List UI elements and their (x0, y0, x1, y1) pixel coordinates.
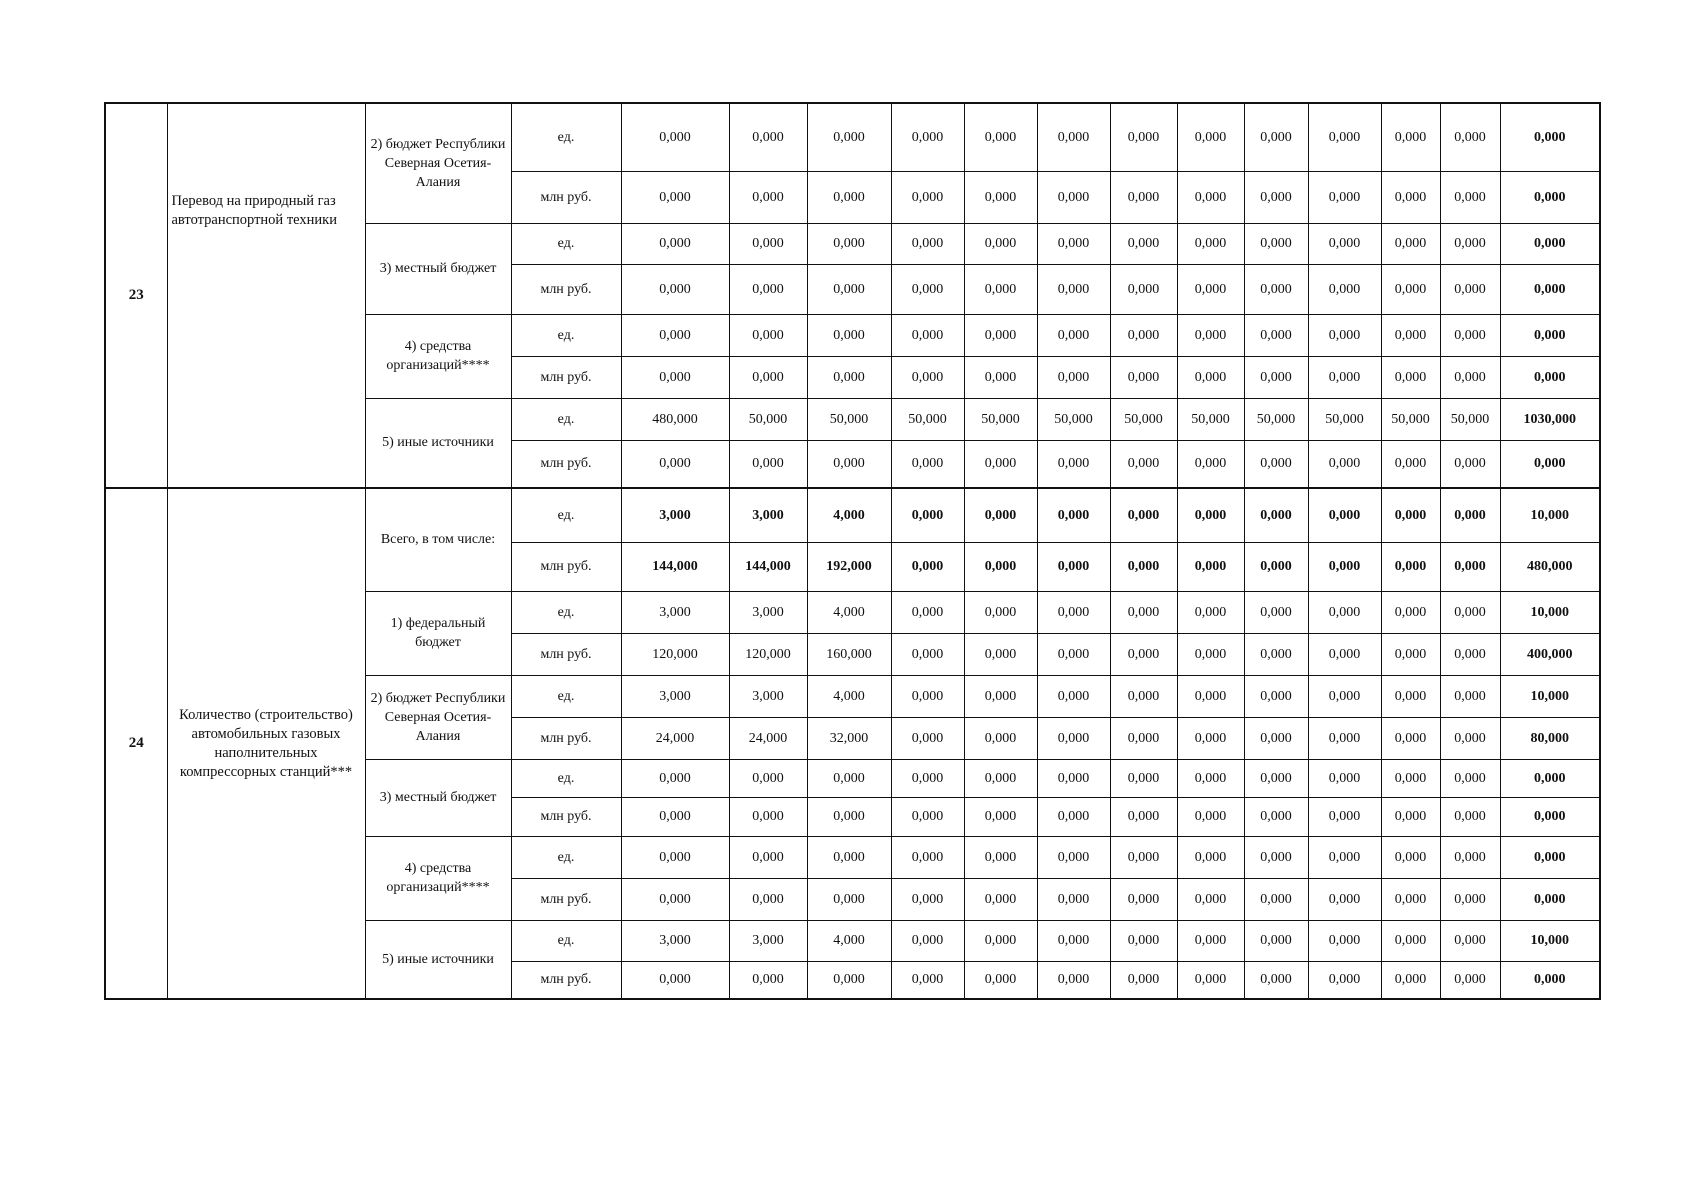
value-cell: 0,000 (1440, 759, 1500, 797)
value-cell: 0,000 (1308, 488, 1381, 542)
total-cell: 0,000 (1500, 264, 1600, 314)
value-cell: 0,000 (1110, 542, 1177, 591)
value-cell: 0,000 (1177, 920, 1244, 961)
value-cell: 0,000 (621, 103, 729, 171)
value-cell: 0,000 (1308, 675, 1381, 717)
value-cell: 0,000 (1308, 759, 1381, 797)
funding-source: 1) федеральный бюджет (365, 591, 511, 675)
value-cell: 0,000 (1308, 591, 1381, 633)
value-cell: 0,000 (891, 675, 964, 717)
value-cell: 0,000 (1037, 223, 1110, 264)
total-cell: 1030,000 (1500, 398, 1600, 440)
total-cell: 0,000 (1500, 961, 1600, 999)
value-cell: 0,000 (729, 961, 807, 999)
value-cell: 0,000 (621, 223, 729, 264)
value-cell: 4,000 (807, 675, 891, 717)
value-cell: 0,000 (1440, 314, 1500, 356)
value-cell: 24,000 (729, 717, 807, 759)
value-cell: 50,000 (1308, 398, 1381, 440)
funding-source: Всего, в том числе: (365, 488, 511, 591)
value-cell: 0,000 (891, 103, 964, 171)
value-cell: 0,000 (1308, 223, 1381, 264)
unit-cell: млн руб. (511, 797, 621, 836)
value-cell: 0,000 (1110, 675, 1177, 717)
total-cell: 0,000 (1500, 356, 1600, 398)
value-cell: 0,000 (1110, 440, 1177, 488)
total-cell: 0,000 (1500, 171, 1600, 223)
value-cell: 0,000 (1244, 836, 1308, 878)
value-cell: 0,000 (1308, 717, 1381, 759)
value-cell: 0,000 (1381, 836, 1440, 878)
value-cell: 3,000 (621, 675, 729, 717)
total-cell: 80,000 (1500, 717, 1600, 759)
value-cell: 0,000 (1440, 488, 1500, 542)
table-body (105, 103, 1600, 999)
value-cell: 0,000 (1308, 542, 1381, 591)
value-cell: 0,000 (891, 223, 964, 264)
value-cell: 0,000 (1381, 223, 1440, 264)
row-number: 23 (105, 103, 167, 488)
value-cell: 0,000 (891, 591, 964, 633)
value-cell: 144,000 (621, 542, 729, 591)
total-cell: 0,000 (1500, 223, 1600, 264)
value-cell: 3,000 (729, 920, 807, 961)
table-row (105, 103, 1600, 171)
unit-cell: ед. (511, 398, 621, 440)
value-cell: 3,000 (621, 591, 729, 633)
value-cell: 0,000 (1177, 675, 1244, 717)
value-cell: 0,000 (891, 878, 964, 920)
value-cell: 0,000 (891, 797, 964, 836)
value-cell: 0,000 (1110, 961, 1177, 999)
value-cell: 0,000 (1037, 633, 1110, 675)
value-cell: 0,000 (964, 961, 1037, 999)
unit-cell: ед. (511, 314, 621, 356)
value-cell: 0,000 (621, 171, 729, 223)
value-cell: 0,000 (891, 836, 964, 878)
value-cell: 0,000 (1110, 488, 1177, 542)
total-cell: 10,000 (1500, 591, 1600, 633)
value-cell: 0,000 (1381, 797, 1440, 836)
unit-cell: ед. (511, 836, 621, 878)
value-cell: 0,000 (1177, 171, 1244, 223)
value-cell: 0,000 (1381, 103, 1440, 171)
value-cell: 0,000 (1177, 717, 1244, 759)
value-cell: 0,000 (1177, 440, 1244, 488)
value-cell: 0,000 (1244, 759, 1308, 797)
value-cell: 0,000 (1440, 356, 1500, 398)
value-cell: 0,000 (621, 264, 729, 314)
unit-cell: ед. (511, 759, 621, 797)
unit-cell: млн руб. (511, 171, 621, 223)
value-cell: 0,000 (729, 314, 807, 356)
value-cell: 3,000 (729, 488, 807, 542)
value-cell: 0,000 (1037, 878, 1110, 920)
value-cell: 144,000 (729, 542, 807, 591)
value-cell: 0,000 (1177, 961, 1244, 999)
value-cell: 0,000 (807, 314, 891, 356)
value-cell: 0,000 (807, 264, 891, 314)
value-cell: 0,000 (1037, 797, 1110, 836)
value-cell: 0,000 (621, 314, 729, 356)
value-cell: 0,000 (1381, 264, 1440, 314)
value-cell: 0,000 (1110, 878, 1177, 920)
value-cell: 0,000 (1037, 675, 1110, 717)
value-cell: 0,000 (1110, 797, 1177, 836)
value-cell: 50,000 (1440, 398, 1500, 440)
value-cell: 0,000 (1177, 103, 1244, 171)
value-cell: 0,000 (891, 264, 964, 314)
value-cell: 0,000 (1440, 878, 1500, 920)
value-cell: 0,000 (621, 797, 729, 836)
value-cell: 0,000 (891, 314, 964, 356)
value-cell: 3,000 (621, 488, 729, 542)
value-cell: 0,000 (1244, 440, 1308, 488)
row-number: 24 (105, 488, 167, 999)
value-cell: 0,000 (1440, 717, 1500, 759)
value-cell: 0,000 (807, 797, 891, 836)
unit-cell: ед. (511, 591, 621, 633)
value-cell: 0,000 (621, 836, 729, 878)
value-cell: 0,000 (729, 264, 807, 314)
value-cell: 0,000 (1308, 961, 1381, 999)
value-cell: 0,000 (964, 103, 1037, 171)
value-cell: 0,000 (1244, 264, 1308, 314)
measure-name: Количество (строительство) автомобильных газовых наполнительных компрессорных станций*** (167, 488, 365, 999)
value-cell: 24,000 (621, 717, 729, 759)
total-cell: 400,000 (1500, 633, 1600, 675)
value-cell: 0,000 (1440, 440, 1500, 488)
value-cell: 0,000 (1244, 920, 1308, 961)
total-cell: 0,000 (1500, 836, 1600, 878)
value-cell: 0,000 (1244, 488, 1308, 542)
unit-cell: ед. (511, 103, 621, 171)
value-cell: 0,000 (964, 223, 1037, 264)
value-cell: 0,000 (807, 878, 891, 920)
value-cell: 0,000 (1381, 356, 1440, 398)
value-cell: 0,000 (729, 836, 807, 878)
value-cell: 0,000 (1037, 171, 1110, 223)
value-cell: 0,000 (1177, 878, 1244, 920)
value-cell: 120,000 (621, 633, 729, 675)
unit-cell: млн руб. (511, 440, 621, 488)
value-cell: 50,000 (729, 398, 807, 440)
value-cell: 0,000 (1177, 356, 1244, 398)
value-cell: 0,000 (1244, 797, 1308, 836)
value-cell: 4,000 (807, 591, 891, 633)
value-cell: 50,000 (1177, 398, 1244, 440)
total-cell: 0,000 (1500, 797, 1600, 836)
unit-cell: млн руб. (511, 878, 621, 920)
value-cell: 0,000 (729, 356, 807, 398)
value-cell: 0,000 (964, 797, 1037, 836)
value-cell: 0,000 (807, 356, 891, 398)
value-cell: 0,000 (964, 171, 1037, 223)
value-cell: 0,000 (964, 314, 1037, 356)
funding-source: 4) средства организаций**** (365, 314, 511, 398)
value-cell: 0,000 (807, 759, 891, 797)
total-cell: 10,000 (1500, 920, 1600, 961)
value-cell: 0,000 (891, 961, 964, 999)
value-cell: 0,000 (891, 759, 964, 797)
value-cell: 0,000 (1381, 314, 1440, 356)
value-cell: 0,000 (964, 759, 1037, 797)
value-cell: 0,000 (729, 797, 807, 836)
value-cell: 0,000 (891, 171, 964, 223)
value-cell: 0,000 (1440, 264, 1500, 314)
total-cell: 0,000 (1500, 440, 1600, 488)
value-cell: 0,000 (621, 440, 729, 488)
value-cell: 0,000 (1308, 878, 1381, 920)
funding-source: 2) бюджет Республики Северная Осетия-Алания (365, 103, 511, 223)
value-cell: 0,000 (1244, 878, 1308, 920)
value-cell: 0,000 (1381, 961, 1440, 999)
value-cell: 0,000 (1381, 591, 1440, 633)
value-cell: 0,000 (1381, 171, 1440, 223)
value-cell: 0,000 (1440, 920, 1500, 961)
value-cell: 0,000 (1440, 223, 1500, 264)
value-cell: 50,000 (1244, 398, 1308, 440)
value-cell: 0,000 (1440, 836, 1500, 878)
value-cell: 0,000 (1110, 264, 1177, 314)
value-cell: 0,000 (1110, 920, 1177, 961)
value-cell: 32,000 (807, 717, 891, 759)
value-cell: 0,000 (1177, 223, 1244, 264)
unit-cell: млн руб. (511, 717, 621, 759)
value-cell: 0,000 (964, 920, 1037, 961)
value-cell: 0,000 (1381, 542, 1440, 591)
value-cell: 0,000 (1308, 633, 1381, 675)
value-cell: 0,000 (1110, 171, 1177, 223)
value-cell: 0,000 (729, 878, 807, 920)
value-cell: 0,000 (729, 103, 807, 171)
value-cell: 0,000 (964, 633, 1037, 675)
value-cell: 0,000 (621, 961, 729, 999)
value-cell: 50,000 (1037, 398, 1110, 440)
value-cell: 0,000 (1244, 171, 1308, 223)
value-cell: 0,000 (1308, 836, 1381, 878)
value-cell: 0,000 (621, 356, 729, 398)
value-cell: 0,000 (1244, 356, 1308, 398)
value-cell: 0,000 (1037, 103, 1110, 171)
value-cell: 4,000 (807, 920, 891, 961)
value-cell: 0,000 (1244, 591, 1308, 633)
value-cell: 0,000 (1037, 759, 1110, 797)
total-cell: 10,000 (1500, 675, 1600, 717)
value-cell: 480,000 (621, 398, 729, 440)
value-cell: 0,000 (1381, 878, 1440, 920)
value-cell: 0,000 (1037, 591, 1110, 633)
value-cell: 0,000 (1308, 264, 1381, 314)
value-cell: 0,000 (964, 591, 1037, 633)
value-cell: 0,000 (1037, 314, 1110, 356)
value-cell: 0,000 (1110, 759, 1177, 797)
value-cell: 0,000 (807, 223, 891, 264)
value-cell: 0,000 (1177, 314, 1244, 356)
value-cell: 0,000 (1037, 264, 1110, 314)
value-cell: 0,000 (1381, 675, 1440, 717)
value-cell: 0,000 (1037, 542, 1110, 591)
value-cell: 0,000 (1381, 633, 1440, 675)
unit-cell: ед. (511, 675, 621, 717)
value-cell: 0,000 (1440, 591, 1500, 633)
value-cell: 0,000 (1381, 440, 1440, 488)
value-cell: 0,000 (807, 440, 891, 488)
table-row (105, 488, 1600, 542)
funding-source: 4) средства организаций**** (365, 836, 511, 920)
value-cell: 0,000 (1244, 542, 1308, 591)
value-cell: 0,000 (1037, 961, 1110, 999)
value-cell: 0,000 (1110, 103, 1177, 171)
value-cell: 0,000 (891, 440, 964, 488)
value-cell: 0,000 (1244, 633, 1308, 675)
value-cell: 0,000 (891, 920, 964, 961)
value-cell: 0,000 (1440, 103, 1500, 171)
value-cell: 0,000 (1381, 920, 1440, 961)
value-cell: 0,000 (1177, 836, 1244, 878)
value-cell: 0,000 (1440, 171, 1500, 223)
value-cell: 0,000 (729, 440, 807, 488)
value-cell: 0,000 (964, 836, 1037, 878)
value-cell: 160,000 (807, 633, 891, 675)
value-cell: 0,000 (1177, 542, 1244, 591)
document-page (104, 102, 1601, 1000)
value-cell: 0,000 (1110, 314, 1177, 356)
value-cell: 0,000 (1440, 797, 1500, 836)
value-cell: 0,000 (621, 759, 729, 797)
value-cell: 0,000 (1177, 759, 1244, 797)
value-cell: 50,000 (1381, 398, 1440, 440)
unit-cell: млн руб. (511, 633, 621, 675)
value-cell: 0,000 (1037, 920, 1110, 961)
value-cell: 0,000 (1037, 836, 1110, 878)
value-cell: 0,000 (891, 717, 964, 759)
value-cell: 0,000 (1110, 223, 1177, 264)
measure-name: Перевод на природный газ автотранспортной техники (167, 103, 365, 488)
value-cell: 50,000 (891, 398, 964, 440)
value-cell: 0,000 (964, 878, 1037, 920)
total-cell: 0,000 (1500, 103, 1600, 171)
value-cell: 3,000 (621, 920, 729, 961)
funding-source: 3) местный бюджет (365, 759, 511, 836)
value-cell: 0,000 (729, 759, 807, 797)
unit-cell: млн руб. (511, 356, 621, 398)
value-cell: 0,000 (1308, 440, 1381, 488)
value-cell: 0,000 (1244, 223, 1308, 264)
value-cell: 0,000 (1244, 717, 1308, 759)
value-cell: 0,000 (1110, 836, 1177, 878)
value-cell: 0,000 (729, 223, 807, 264)
value-cell: 0,000 (964, 542, 1037, 591)
unit-cell: млн руб. (511, 961, 621, 999)
value-cell: 4,000 (807, 488, 891, 542)
total-cell: 0,000 (1500, 878, 1600, 920)
value-cell: 0,000 (1037, 440, 1110, 488)
funding-source: 2) бюджет Республики Северная Осетия-Алания (365, 675, 511, 759)
unit-cell: млн руб. (511, 542, 621, 591)
value-cell: 0,000 (1177, 797, 1244, 836)
unit-cell: ед. (511, 488, 621, 542)
value-cell: 0,000 (1308, 920, 1381, 961)
value-cell: 3,000 (729, 591, 807, 633)
value-cell: 0,000 (891, 356, 964, 398)
value-cell: 0,000 (964, 264, 1037, 314)
unit-cell: млн руб. (511, 264, 621, 314)
value-cell: 0,000 (964, 488, 1037, 542)
value-cell: 0,000 (807, 103, 891, 171)
value-cell: 0,000 (1440, 961, 1500, 999)
value-cell: 0,000 (621, 878, 729, 920)
value-cell: 0,000 (1037, 717, 1110, 759)
value-cell: 0,000 (964, 717, 1037, 759)
funding-source: 3) местный бюджет (365, 223, 511, 314)
unit-cell: ед. (511, 920, 621, 961)
value-cell: 0,000 (1244, 314, 1308, 356)
value-cell: 3,000 (729, 675, 807, 717)
value-cell: 0,000 (807, 836, 891, 878)
funding-source: 5) иные источники (365, 920, 511, 999)
value-cell: 50,000 (807, 398, 891, 440)
value-cell: 0,000 (1308, 797, 1381, 836)
value-cell: 0,000 (1177, 591, 1244, 633)
value-cell: 0,000 (1308, 103, 1381, 171)
value-cell: 192,000 (807, 542, 891, 591)
value-cell: 0,000 (1110, 633, 1177, 675)
value-cell: 0,000 (891, 633, 964, 675)
value-cell: 0,000 (1244, 675, 1308, 717)
value-cell: 120,000 (729, 633, 807, 675)
value-cell: 0,000 (1440, 633, 1500, 675)
value-cell: 0,000 (1381, 717, 1440, 759)
value-cell: 50,000 (964, 398, 1037, 440)
value-cell: 0,000 (1110, 356, 1177, 398)
value-cell: 0,000 (807, 171, 891, 223)
value-cell: 0,000 (1381, 488, 1440, 542)
total-cell: 480,000 (1500, 542, 1600, 591)
value-cell: 0,000 (1037, 356, 1110, 398)
value-cell: 50,000 (1110, 398, 1177, 440)
value-cell: 0,000 (1110, 591, 1177, 633)
value-cell: 0,000 (1381, 759, 1440, 797)
value-cell: 0,000 (1110, 717, 1177, 759)
unit-cell: ед. (511, 223, 621, 264)
value-cell: 0,000 (1177, 633, 1244, 675)
value-cell: 0,000 (1244, 103, 1308, 171)
value-cell: 0,000 (1308, 314, 1381, 356)
value-cell: 0,000 (891, 488, 964, 542)
value-cell: 0,000 (964, 440, 1037, 488)
value-cell: 0,000 (807, 961, 891, 999)
funding-table (104, 102, 1601, 1000)
total-cell: 0,000 (1500, 759, 1600, 797)
value-cell: 0,000 (891, 542, 964, 591)
value-cell: 0,000 (1440, 675, 1500, 717)
value-cell: 0,000 (1244, 961, 1308, 999)
value-cell: 0,000 (1037, 488, 1110, 542)
total-cell: 0,000 (1500, 314, 1600, 356)
value-cell: 0,000 (1177, 264, 1244, 314)
value-cell: 0,000 (1177, 488, 1244, 542)
value-cell: 0,000 (1440, 542, 1500, 591)
total-cell: 10,000 (1500, 488, 1600, 542)
funding-source: 5) иные источники (365, 398, 511, 488)
value-cell: 0,000 (964, 356, 1037, 398)
value-cell: 0,000 (1308, 171, 1381, 223)
value-cell: 0,000 (1308, 356, 1381, 398)
value-cell: 0,000 (964, 675, 1037, 717)
value-cell: 0,000 (729, 171, 807, 223)
